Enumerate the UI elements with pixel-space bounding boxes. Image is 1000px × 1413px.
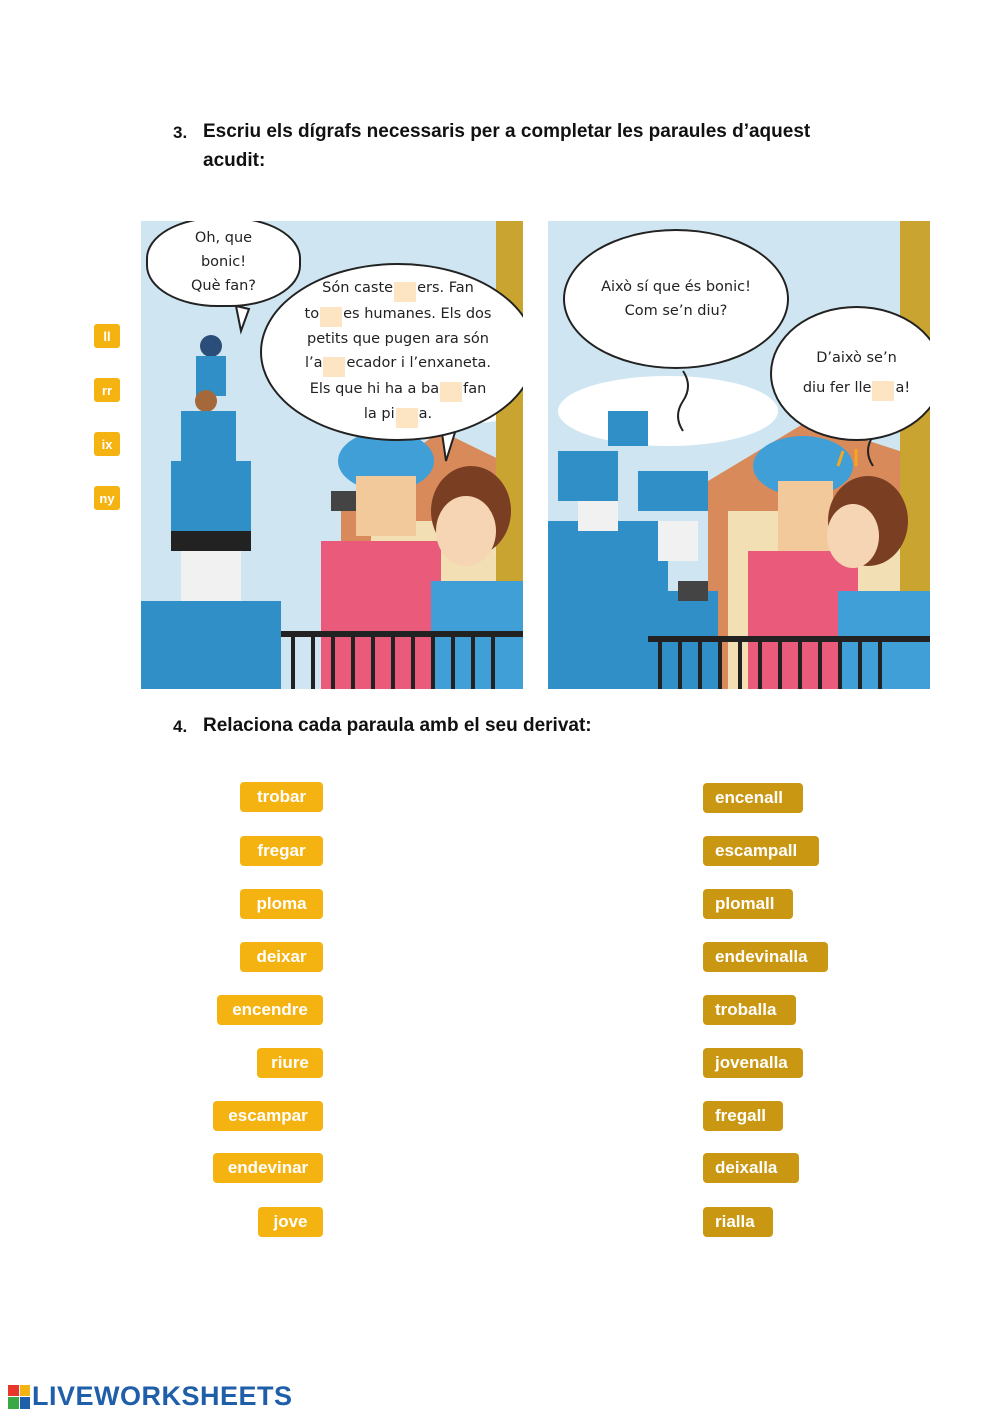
bubble-text: a. xyxy=(418,406,433,423)
word-right-escampall[interactable]: escampall xyxy=(703,836,819,866)
word-left-riure[interactable]: riure xyxy=(257,1048,323,1078)
gap-llenya[interactable] xyxy=(872,381,894,401)
question-3-line-2: acudit: xyxy=(203,150,266,171)
question-3-number: 3. xyxy=(173,123,188,142)
liveworksheets-logo xyxy=(8,1381,293,1412)
question-3-line-1: Escriu els dígrafs necessaris per a completar les paraules d’aquest xyxy=(203,121,811,142)
gap-pinya[interactable] xyxy=(396,408,418,428)
word-right-jovenalla[interactable]: jovenalla xyxy=(703,1048,803,1078)
word-right-troballa[interactable]: troballa xyxy=(703,995,796,1025)
gap-aixecador[interactable] xyxy=(323,357,345,377)
word-right-deixalla[interactable]: deixalla xyxy=(703,1153,799,1183)
question-4-number: 4. xyxy=(173,717,188,736)
comic-panel-2 xyxy=(548,221,930,689)
word-right-endevinalla[interactable]: endevinalla xyxy=(703,942,828,972)
speech-bubble-answer xyxy=(770,306,930,441)
bubble-line: Què fan? xyxy=(190,278,256,294)
logo-mark-icon xyxy=(8,1385,30,1409)
bubble-text: l’a xyxy=(304,355,323,372)
gap-castellers[interactable] xyxy=(394,282,416,302)
chip-ix[interactable]: ix xyxy=(94,432,120,456)
speech-bubble-question xyxy=(146,221,301,307)
gap-torres[interactable] xyxy=(320,307,342,327)
word-left-jove[interactable]: jove xyxy=(258,1207,323,1237)
speech-bubble-astonished xyxy=(563,229,789,369)
word-left-endevinar[interactable]: endevinar xyxy=(213,1153,323,1183)
bubble-text: Són caste xyxy=(322,280,394,297)
word-left-deixar[interactable]: deixar xyxy=(240,942,323,972)
bubble-text: Els que hi ha a ba xyxy=(309,380,440,397)
bubble-text: to xyxy=(304,305,320,322)
word-right-fregall[interactable]: fregall xyxy=(703,1101,783,1131)
word-left-trobar[interactable]: trobar xyxy=(240,782,323,812)
question-4-text: Relaciona cada paraula amb el seu derivat: xyxy=(203,715,592,736)
bubble-line: Com se’n diu? xyxy=(624,303,728,319)
word-right-plomall[interactable]: plomall xyxy=(703,889,793,919)
bubble-line: Això sí que és bonic! xyxy=(601,279,751,295)
bubble-text: diu fer lle xyxy=(802,379,872,396)
bubble-line: D’això se’n xyxy=(816,349,897,366)
bubble-text: la pi xyxy=(363,406,395,423)
bubble-text: ers. Fan xyxy=(417,280,474,297)
gap-baix[interactable] xyxy=(440,382,462,402)
bubble-line: bonic! xyxy=(200,254,247,270)
word-right-rialla[interactable]: rialla xyxy=(703,1207,773,1237)
word-left-escampar[interactable]: escampar xyxy=(213,1101,323,1131)
bubble-text: es humanes. Els dos xyxy=(343,305,492,322)
bubble-text: ecador i l’enxaneta. xyxy=(346,355,492,372)
bubble-text: a! xyxy=(895,379,911,396)
bubble-text: fan xyxy=(463,380,487,397)
chip-rr[interactable]: rr xyxy=(94,378,120,402)
logo-text: LIVEWORKSHEETS xyxy=(32,1381,293,1411)
comic-panel-1 xyxy=(141,221,523,689)
speech-bubble-explanation xyxy=(260,263,523,441)
word-left-ploma[interactable]: ploma xyxy=(240,889,323,919)
word-left-fregar[interactable]: fregar xyxy=(240,836,323,866)
word-left-encendre[interactable]: encendre xyxy=(217,995,323,1025)
bubble-line: Oh, que xyxy=(194,230,253,246)
chip-ll[interactable]: ll xyxy=(94,324,120,348)
bubble-text: petits que pugen ara són xyxy=(307,331,489,348)
word-right-encenall[interactable]: encenall xyxy=(703,783,803,813)
chip-ny[interactable]: ny xyxy=(94,486,120,510)
